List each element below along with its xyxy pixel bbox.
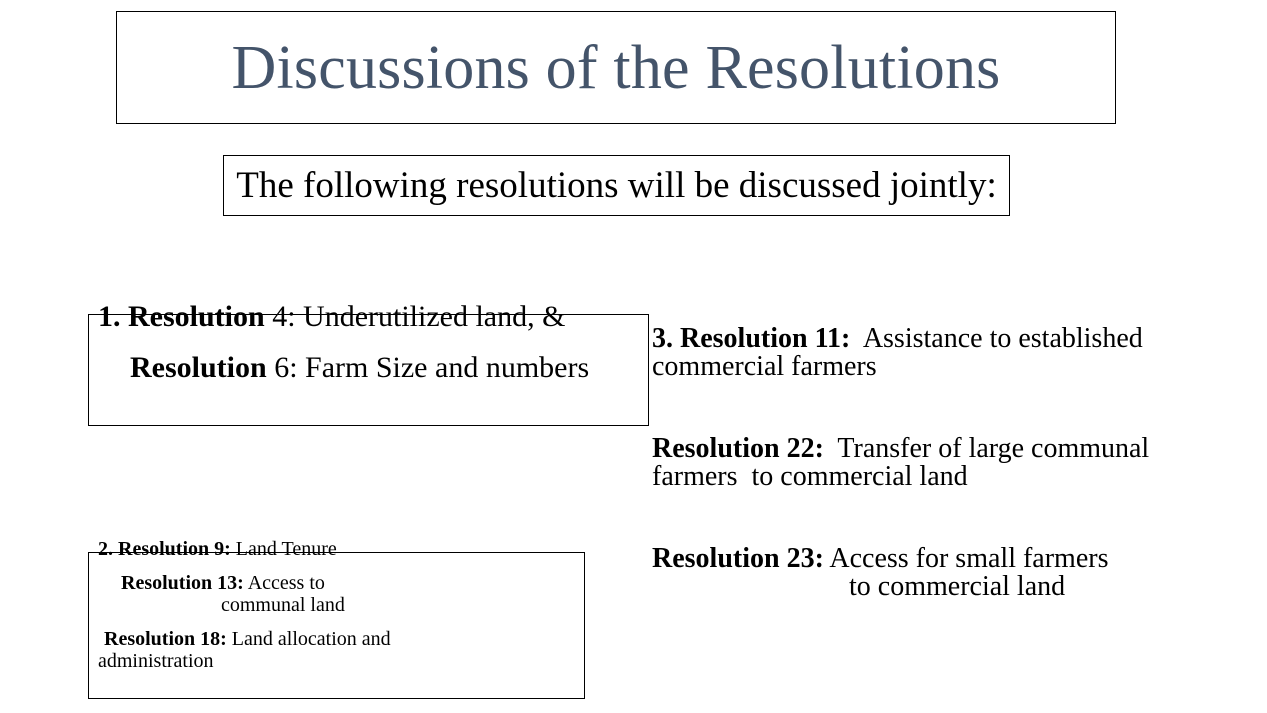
group2-line2-text: Access to (243, 572, 325, 594)
group1-line2 (130, 353, 589, 383)
slide-subtitle: The following resolutions will be discussed jointly: (236, 165, 997, 206)
group3-item2-text-b: farmers to commercial land (652, 461, 968, 492)
group3-item1-bold: 3. Resolution 11: (652, 323, 851, 354)
group3-item1 (652, 325, 1143, 381)
slide-title: Discussions of the Resolutions (231, 33, 1001, 102)
group1-line1 (98, 302, 565, 332)
group2-line3: communal land (221, 594, 345, 616)
group2-line2-bold: Resolution 13: (121, 572, 244, 594)
group3-item2 (652, 435, 1149, 491)
group1-line2-text: 6: Farm Size and numbers (266, 351, 590, 384)
group3-item2-bold: Resolution 22: (652, 433, 824, 464)
group3-item3-bold: Resolution 23: (652, 543, 824, 574)
group3-item1-text-a: Assistance to established (850, 323, 1143, 354)
group3-item3 (652, 545, 1108, 601)
group2-line4-bold: Resolution 18: (104, 628, 227, 650)
group2-line1 (98, 539, 337, 559)
group3-item2-text-a: Transfer of large communal (823, 433, 1150, 464)
group2-line4-text: Land allocation and (226, 628, 391, 650)
group1-line1-bold: 1. Resolution (98, 300, 265, 333)
title-box (116, 11, 1116, 124)
group3-item3-text-b: to commercial land (849, 571, 1066, 602)
group1-line1-text: 4: Underutilized land, & (264, 300, 566, 333)
group2-line1-text: Land Tenure (230, 538, 337, 560)
group1-line2-bold: Resolution (130, 351, 267, 384)
group2-line4 (104, 629, 391, 649)
group3-item3-text-a: Access for small farmers (823, 543, 1109, 574)
group2-line5: administration (98, 650, 214, 672)
group3-item1-text-b: commercial farmers (652, 351, 877, 382)
group2-line1-bold: 2. Resolution 9: (98, 538, 231, 560)
subtitle-box (223, 155, 1010, 216)
group2-line2 (121, 573, 325, 593)
